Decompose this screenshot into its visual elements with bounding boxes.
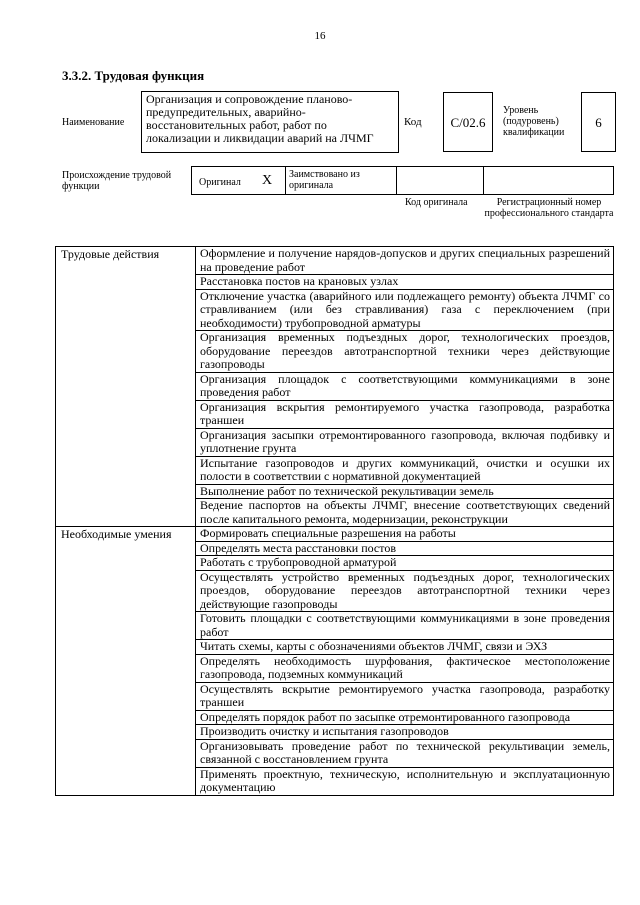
table-cell: Оформление и получение нарядов-допусков и других специальных разрешений на проведение работ bbox=[196, 247, 614, 275]
table-cell: Формировать специальные разрешения на работы bbox=[196, 527, 614, 542]
code-value: С/02.6 bbox=[443, 92, 493, 152]
table-cell: Организация вскрытия ремонтируемого участка газопровода, разработка траншеи bbox=[196, 400, 614, 428]
table-cell: Выполнение работ по технической рекультивации земель bbox=[196, 484, 614, 499]
function-name: Организация и сопровождение планово-предупредительных, аварийно-восстановительных работ, работ по локализации и ликвидации аварий на ЛЧМГ bbox=[141, 91, 399, 153]
table-cell: Производить очистку и испытания газопроводов bbox=[196, 725, 614, 740]
table-cell: Отключение участка (аварийного или подлежащего ремонту) объекта ЛЧМГ со стравливанием (или без стравливания) газа с переключением (при необходимости) трубопроводной арматуры bbox=[196, 289, 614, 331]
table-cell: Определять необходимость шурфования, фактическое местоположение газопровода, подземных коммуникаций bbox=[196, 654, 614, 682]
page-number: 16 bbox=[314, 30, 326, 42]
section-label: Необходимые умения bbox=[56, 527, 196, 796]
table-cell: Организация площадок с соответствующими коммуникациями в зоне проведения работ bbox=[196, 372, 614, 400]
original-label: Оригинал bbox=[199, 177, 241, 188]
table-cell: Испытание газопроводов и других коммуникаций, очистки и осушки их полости в соответствии с нормативной документацией bbox=[196, 456, 614, 484]
table-cell: Определять места расстановки постов bbox=[196, 541, 614, 556]
table-row bbox=[56, 247, 614, 275]
table-cell: Читать схемы, карты с обозначениями объектов ЛЧМГ, связи и ЭХЗ bbox=[196, 640, 614, 655]
reg-number-caption: Регистрационный номер профессионального стандарта bbox=[484, 197, 614, 219]
table-cell: Осуществлять вскрытие ремонтируемого участка газопровода, разработку траншеи bbox=[196, 682, 614, 710]
origin-table bbox=[191, 166, 614, 195]
table-cell: Организовывать проведение работ по технической рекультивации земель, связанной с восстановлением грунта bbox=[196, 739, 614, 767]
function-details-table bbox=[55, 246, 614, 796]
reg-number-cell bbox=[482, 167, 613, 194]
table-cell: Организация засыпки отремонтированного газопровода, включая подбивку и уплотнение грунта bbox=[196, 428, 614, 456]
code-label: Код bbox=[404, 116, 422, 128]
original-mark: X bbox=[262, 173, 273, 188]
level-value: 6 bbox=[581, 92, 616, 152]
table-cell: Определять порядок работ по засыпке отремонтированного газопровода bbox=[196, 710, 614, 725]
table-cell: Организация временных подъездных дорог, технологических проездов, оборудование переездов автотранспортной техники через действующие газопроводы bbox=[196, 331, 614, 373]
level-label: Уровень (подуровень) квалификации bbox=[503, 105, 565, 138]
table-cell: Ведение паспортов на объекты ЛЧМГ, внесение соответствующих сведений после капитального ремонта, модернизации, реконструкции bbox=[196, 499, 614, 527]
borrowed-label: Заимствовано из оригинала bbox=[289, 169, 360, 191]
table-row bbox=[56, 527, 614, 542]
code-original-cell bbox=[396, 167, 484, 194]
original-cell bbox=[192, 167, 286, 194]
origin-label: Происхождение трудовой функции bbox=[62, 170, 172, 192]
table-cell: Расстановка постов на крановых узлах bbox=[196, 275, 614, 290]
code-original-caption: Код оригинала bbox=[405, 197, 468, 208]
table-cell: Осуществлять устройство временных подъездных дорог, технологических проездов, оборудование переездов автотранспортной техники через действующие газопроводы bbox=[196, 570, 614, 612]
section-title: 3.3.2. Трудовая функция bbox=[62, 68, 205, 83]
table-cell: Готовить площадки с соответствующими коммуникациями в зоне проведения работ bbox=[196, 612, 614, 640]
section-label: Трудовые действия bbox=[56, 247, 196, 527]
name-label: Наименование bbox=[62, 117, 125, 128]
table-cell: Применять проектную, техническую, исполнительную и эксплуатационную документацию bbox=[196, 767, 614, 795]
table-cell: Работать с трубопроводной арматурой bbox=[196, 556, 614, 571]
